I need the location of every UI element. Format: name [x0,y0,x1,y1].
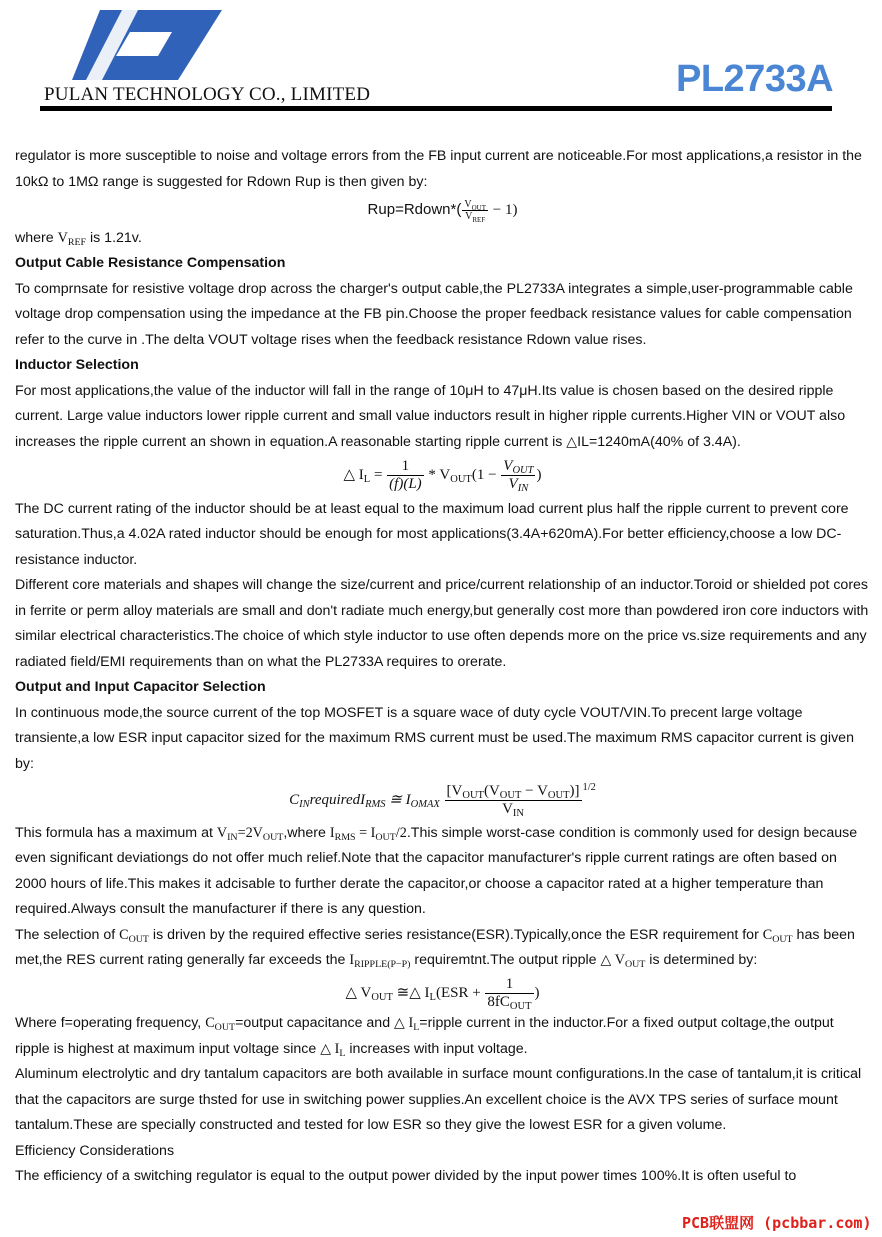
paragraph-dc-rating: The DC current rating of the inductor should be at least equal to the maximum load current plus half the ripple current to prevent core saturation.Thus,a 4.02A rated inductor should be enough for most applications(3.4A+620mA).For better efficiency,choose a low DC-resistance inductor. [15,500,849,568]
paragraph-continuous-mode: In continuous mode,the source current of the top MOSFET is a square wace of duty cycle VOUT/VIN.To precent large voltage transiente,a low ESR input capacitor sized for the maximum RMS current must be used.The maximum RMS capacitor current is given by: [15,704,854,772]
part-number: PL2733A [676,58,834,100]
document-body [15,144,870,1190]
company-name: PULAN TECHNOLOGY CO., LIMITED [44,84,371,105]
eq4-mid: ≅△ I [392,984,430,1001]
eq4-mid-sub: L [429,991,436,1003]
eq3-rms-sub: RMS [365,799,386,811]
eq2-equals: = [370,467,387,484]
eq3-num-sub3: OUT [547,790,570,801]
p9-di2: △ I [320,1040,340,1057]
eq4-lhs-sub: OUT [371,991,393,1003]
eq3-den: V [502,801,513,818]
eq3-num-sub1: OUT [462,790,484,801]
p8-b: is driven by the required effective series resistance(ESR).Typically,once the ESR requirement for [148,926,763,943]
p7-irms: I [329,824,335,841]
eq3-exponent: 1/2 [582,782,596,794]
eq3-req: requiredI [309,792,366,809]
p8-cout2-sub: OUT [772,933,793,945]
watermark-label: PCB联盟网 (pcbbar.com) [682,1214,872,1232]
eq2-lhs: △ I [343,467,364,484]
equation-rup [15,197,870,224]
p8-cout: C [119,926,129,943]
p9-di: △ I [394,1015,414,1031]
eq2-inner-fraction [501,458,535,494]
p7-div: /2 [395,824,407,841]
eq2-fden: V [508,476,518,493]
paragraph-where-f [15,1011,870,1062]
eq3-fraction [445,783,582,819]
p8-c: has been met,the RES current rating generally far exceeds the [15,926,855,968]
eq3-den-sub: IN [512,808,524,820]
eq3-approx: ≅ I [385,792,411,809]
p8-iripple-sub: RIPPLE(P−P) [354,959,411,970]
p7-c: .This simple worst-case condition is commonly used for design because even significant deviationgs do not offer much relief.Note that the capacitor manufacturer's ripple current ratings are often based on 2000 hours of life.This makes it adcisable to further derate the capacitor,or choose a capacitor rated at a higher temperature than required.Always consult the manufacturer if there is any question. [15,824,858,917]
p7-vout-sub: OUT [262,831,284,843]
equation-output-ripple [15,976,870,1012]
heading-inductor-selection: Inductor Selection [15,357,139,373]
eq1-lhs: Rup=Rdown*( [367,201,462,218]
p8-d: requiremtnt.The output ripple [410,952,601,968]
eq3-num-mid2: − V [521,783,548,799]
eq2-close: ) [536,467,542,484]
p9-b: =output capacitance and [235,1015,395,1031]
eq2-mid-sub: OUT [450,474,472,486]
eq2-fnum-sub: OUT [512,465,534,476]
vref-post: is 1.21v. [86,229,142,246]
eq3-num-sub2: OUT [499,790,522,801]
p8-cout-sub: OUT [128,933,149,945]
page-header [0,0,882,112]
header-rule [40,106,832,111]
eq4-lhs: △ V [345,984,372,1001]
eq4-esr: (ESR + [435,984,485,1001]
eq4-close: ) [534,984,540,1001]
p9-d: increases with input voltage. [345,1040,528,1057]
eq1-fraction [462,199,488,223]
eq2-fnum: V [503,458,513,474]
vref-symbol: V [57,229,68,246]
paragraph-cable-compensation: To comprnsate for resistive voltage drop across the charger's output cable,the PL2733A integrates a simple,user-programmable cable voltage drop compensation using the impedance at the FB pin.Choose the proper feedback resistance values for cable compensation refer to the curve in .The delta VOUT voltage rises when the feedback resistance Rdown value rises. [15,280,853,348]
p9-c: C [205,1015,215,1031]
p7-vin: V [216,824,228,841]
p9-di-sub: L [413,1022,420,1033]
p7-iout-sub: OUT [375,831,396,843]
p7-b: ,where [283,824,330,841]
p7-a: This formula has a maximum at [15,824,217,841]
eq3-num-end: )] [569,783,580,799]
p9-a: Where f=operating frequency, [15,1015,206,1031]
paragraph-cout-selection [15,923,870,974]
eq2-fden-sub: IN [517,483,529,495]
p8-dv-sub: OUT [624,959,646,970]
eq3-c: C [289,792,300,809]
p8-dv: △ V [600,952,625,968]
eq2-fraction [387,458,424,494]
vref-sub: REF [67,236,87,248]
heading-efficiency: Efficiency Considerations [15,1142,175,1159]
eq4-den: 8fC [487,993,510,1010]
p8-cout2: C [762,926,773,943]
paragraph-aluminum-tantalum: Aluminum electrolytic and dry tantalum capacitors are both available in surface mount configurations.In the case of tantalum,it is critical that the capacitors are surge thsted for use in switching power supplies.An excellent choice is the AVX TPS series of surface mount tantalum.These are specially constructed and tested for low ESR so they give the lowest ESR for a given volume. [15,1066,862,1133]
pulan-logo-icon [72,2,224,82]
paragraph-worst-case [15,821,870,923]
eq4-fraction [485,976,533,1012]
paragraph-vref [15,226,870,252]
p9-c2: =ripple current in the inductor.For a fixed output coltage,the output ripple is highest at maximum input voltage since [15,1015,834,1057]
eq3-num: [V [446,783,463,799]
eq4-num: 1 [485,976,533,994]
p9-c-sub: OUT [214,1022,236,1033]
paragraph-rdown: regulator is more susceptible to noise and voltage errors from the FB input current are noticeable.For most applications,a resistor in the 10kΩ to 1MΩ range is suggested for Rdown Rup is then given by: [15,148,862,190]
equation-rms-current [15,783,870,819]
eq2-mid: * V [424,467,451,484]
eq2-lhs-sub: L [363,474,371,486]
p9-di2-sub: L [339,1047,346,1059]
eq1-num-sub: OUT [471,203,486,212]
p8-e: is determined by: [645,952,758,968]
eq1-den-sub: REF [472,216,486,225]
p7-eq: =2V [237,824,263,841]
p7-eq2: = I [355,824,376,841]
paragraph-efficiency: The efficiency of a switching regulator is equal to the output power divided by the input power times 100%.It is often useful to [15,1168,797,1184]
equation-ripple-current [15,458,870,494]
p8-a: The selection of [15,926,120,943]
p7-vin-sub: IN [227,831,238,843]
heading-capacitor-selection: Output and Input Capacitor Selection [15,679,266,695]
eq1-num: V [464,198,472,210]
p8-iripple: I [349,952,355,968]
eq4-den-sub: OUT [509,1000,532,1012]
paragraph-core-materials: Different core materials and shapes will change the size/current and price/current relationship of an inductor.Toroid or shielded pot cores in ferrite or perm alloy materials are small and don't radiate much energy,but generally cost more than powdered iron core inductors with similar electrical characteristics.The choice of which style inductor to use often depends more on the price vs.size requirements and any radiated field/EMI requirements than on what the PL2733A requires to orerate. [15,577,869,670]
vref-pre: where [15,229,58,246]
eq3-omax-sub: OMAX [410,799,440,811]
paragraph-inductor-range: For most applications,the value of the inductor will fall in the range of 10μH to 47μH.Its value is chosen based on the desired ripple current. Large value inductors lower ripple current and small value inductors result in higher ripple currents.Higher VIN or VOUT also increases the ripple current an shown in equation.A reasonable starting ripple current is △IL=1240mA(40% of 3.4A). [15,382,846,450]
heading-cable-compensation: Output Cable Resistance Compensation [15,255,286,271]
eq2-num: 1 [387,458,424,476]
eq2-paren: (1 − [471,467,501,484]
eq3-num-mid: (V [483,783,500,799]
eq1-den: V [465,211,473,223]
eq2-den: (f)(L) [389,476,422,493]
eq3-c-sub: IN [299,799,310,811]
p7-irms-sub: RMS [334,831,356,843]
eq1-tail: − 1) [488,202,518,218]
